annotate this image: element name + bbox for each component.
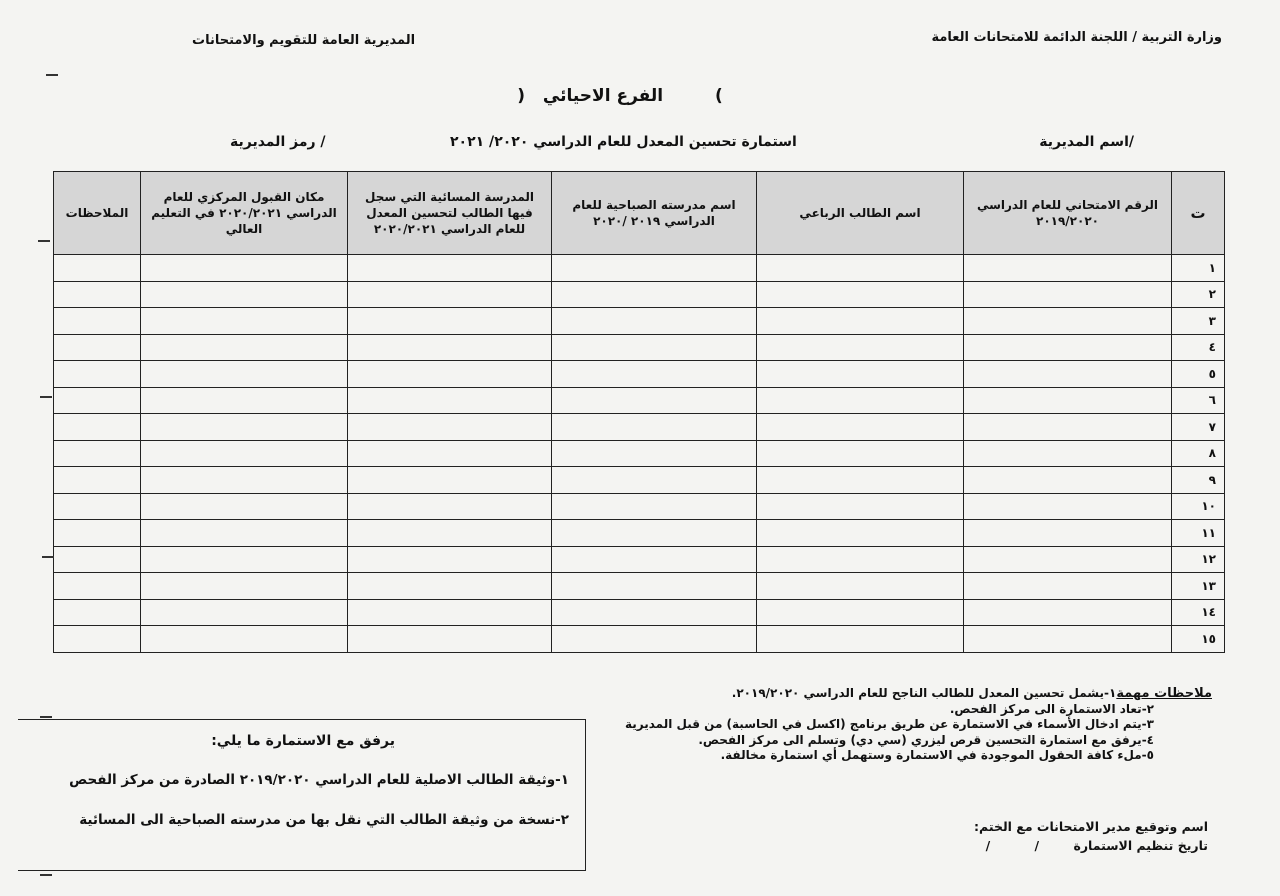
attachments-box: [18, 719, 586, 871]
row-number: ١٢: [1172, 546, 1225, 573]
evening-school-cell[interactable]: [348, 334, 552, 361]
row-number: ١٤: [1172, 599, 1225, 626]
evening-school-cell[interactable]: [348, 255, 552, 282]
exam-number-cell[interactable]: [964, 361, 1172, 388]
table-row: [54, 308, 1225, 335]
remarks-cell[interactable]: [54, 573, 141, 600]
admission-place-cell[interactable]: [141, 414, 348, 441]
form-title: استمارة تحسين المعدل للعام الدراسي ٢٠٢٠/ ٢٠٢١: [450, 134, 797, 150]
morning-school-cell[interactable]: [552, 467, 757, 494]
student-name-cell[interactable]: [757, 626, 964, 653]
morning-school-cell[interactable]: [552, 255, 757, 282]
admission-place-cell[interactable]: [141, 361, 348, 388]
exam-number-cell[interactable]: [964, 520, 1172, 547]
table-row: [54, 255, 1225, 282]
student-name-cell[interactable]: [757, 599, 964, 626]
note-item: ٤-يرفق مع استمارة التحسين قرص ليزري (سي دي) وتسلم الى مركز الفحص.: [698, 732, 1154, 747]
evening-school-cell[interactable]: [348, 308, 552, 335]
row-number: ٧: [1172, 414, 1225, 441]
morning-school-cell[interactable]: [552, 599, 757, 626]
student-name-cell[interactable]: [757, 493, 964, 520]
evening-school-cell[interactable]: [348, 361, 552, 388]
row-number: ١٠: [1172, 493, 1225, 520]
table-row: [54, 361, 1225, 388]
exam-director-signature-label: اسم وتوقيع مدير الامتحانات مع الختم:: [974, 819, 1208, 834]
exam-number-cell[interactable]: [964, 493, 1172, 520]
exam-number-cell[interactable]: [964, 546, 1172, 573]
note-item: ٥-ملء كافة الحقول الموجودة في الاستمارة وستهمل أي استمارة مخالفة.: [720, 748, 1154, 762]
admission-place-cell[interactable]: [141, 573, 348, 600]
header-exam-number: الرقم الامتحاني للعام الدراسي ٢٠١٩/٢٠٢٠: [964, 172, 1172, 255]
evening-school-cell[interactable]: [348, 387, 552, 414]
remarks-cell[interactable]: [54, 440, 141, 467]
scan-mark: [38, 240, 50, 242]
student-name-cell[interactable]: [757, 546, 964, 573]
morning-school-cell[interactable]: [552, 546, 757, 573]
morning-school-cell[interactable]: [552, 573, 757, 600]
morning-school-cell[interactable]: [552, 361, 757, 388]
remarks-cell[interactable]: [54, 387, 141, 414]
exam-number-cell[interactable]: [964, 626, 1172, 653]
table-row: [54, 414, 1225, 441]
remarks-cell[interactable]: [54, 255, 141, 282]
remarks-cell[interactable]: [54, 361, 141, 388]
header-student-name: اسم الطالب الرباعي: [757, 172, 964, 255]
remarks-cell[interactable]: [54, 599, 141, 626]
exam-number-cell[interactable]: [964, 387, 1172, 414]
exam-number-cell[interactable]: [964, 255, 1172, 282]
evening-school-cell[interactable]: [348, 467, 552, 494]
row-number: ١: [1172, 255, 1225, 282]
row-number: ٥: [1172, 361, 1225, 388]
student-name-cell[interactable]: [757, 308, 964, 335]
remarks-cell[interactable]: [54, 520, 141, 547]
branch-label: الفرع الاحيائي: [542, 86, 664, 106]
branch-paren-close: ): [517, 86, 525, 106]
student-name-cell[interactable]: [757, 414, 964, 441]
attachments-title: يرفق مع الاستمارة ما يلي:: [211, 733, 395, 749]
evening-school-cell[interactable]: [348, 281, 552, 308]
exam-number-cell[interactable]: [964, 467, 1172, 494]
evening-school-cell[interactable]: [348, 440, 552, 467]
attachment-item: ١-وثيقة الطالب الاصلية للعام الدراسي ٢٠١٩/٢٠٢٠ الصادرة من مركز الفحص: [69, 772, 569, 788]
morning-school-cell[interactable]: [552, 281, 757, 308]
remarks-cell[interactable]: [54, 493, 141, 520]
student-name-cell[interactable]: [757, 361, 964, 388]
form-date-label: تاريخ تنظيم الاستمارة: [1073, 838, 1208, 853]
admission-place-cell[interactable]: [141, 440, 348, 467]
student-name-cell[interactable]: [757, 334, 964, 361]
exam-number-cell[interactable]: [964, 440, 1172, 467]
remarks-cell[interactable]: [54, 281, 141, 308]
exam-number-cell[interactable]: [964, 414, 1172, 441]
admission-place-cell[interactable]: [141, 520, 348, 547]
row-number: ١١: [1172, 520, 1225, 547]
table-row: [54, 626, 1225, 653]
ministry-header: وزارة التربية / اللجنة الدائمة للامتحانات العامة: [931, 30, 1222, 45]
student-name-cell[interactable]: [757, 387, 964, 414]
remarks-cell[interactable]: [54, 626, 141, 653]
morning-school-cell[interactable]: [552, 308, 757, 335]
table-row: [54, 573, 1225, 600]
remarks-cell[interactable]: [54, 467, 141, 494]
row-number: ٨: [1172, 440, 1225, 467]
table-row: [54, 334, 1225, 361]
table-row: [54, 281, 1225, 308]
row-number: ٣: [1172, 308, 1225, 335]
admission-place-cell[interactable]: [141, 255, 348, 282]
directorate-name-label: اسم المديرية/: [1039, 134, 1134, 150]
morning-school-cell[interactable]: [552, 493, 757, 520]
notes-lead: ملاحظات مهمة: [1116, 686, 1212, 701]
row-number: ٩: [1172, 467, 1225, 494]
evening-school-cell[interactable]: [348, 520, 552, 547]
admission-place-cell[interactable]: [141, 493, 348, 520]
header-evening-school: المدرسة المسائية التي سجل فيها الطالب لتحسين المعدل للعام الدراسي ٢٠٢٠/٢٠٢١: [348, 172, 552, 255]
signature-block: [974, 817, 1208, 855]
student-name-cell[interactable]: [757, 467, 964, 494]
student-name-cell[interactable]: [757, 573, 964, 600]
header-remarks: الملاحظات: [54, 172, 141, 255]
exam-number-cell[interactable]: [964, 573, 1172, 600]
note-item: ٢-تعاد الاستمارة الى مركز الفحص.: [949, 701, 1154, 716]
admission-place-cell[interactable]: [141, 546, 348, 573]
row-number: ١٣: [1172, 573, 1225, 600]
student-name-cell[interactable]: [757, 281, 964, 308]
table-row: [54, 493, 1225, 520]
directorate-code-label: رمز المديرية /: [230, 134, 326, 150]
admission-place-cell[interactable]: [141, 308, 348, 335]
morning-school-cell[interactable]: [552, 334, 757, 361]
exam-number-cell[interactable]: [964, 334, 1172, 361]
date-slash: /: [985, 838, 991, 853]
students-table: [53, 171, 1225, 653]
evening-school-cell[interactable]: [348, 414, 552, 441]
row-number: ٦: [1172, 387, 1225, 414]
date-slash: /: [1034, 838, 1040, 853]
branch-title: [0, 86, 1240, 106]
admission-place-cell[interactable]: [141, 599, 348, 626]
remarks-cell[interactable]: [54, 414, 141, 441]
directorate-header: المديرية العامة للتقويم والامتحانات: [192, 33, 416, 48]
row-number: ١٥: [1172, 626, 1225, 653]
important-notes: [572, 686, 1212, 764]
table-row: [54, 387, 1225, 414]
header-admission-place: مكان القبول المركزي للعام الدراسي ٢٠٢٠/٢٠٢١ في التعليم العالي: [141, 172, 348, 255]
note-item: ١-يشمل تحسين المعدل للطالب الناجح للعام الدراسي ٢٠١٩/٢٠٢٠.: [731, 686, 1117, 700]
scan-mark: [46, 74, 58, 76]
admission-place-cell[interactable]: [141, 281, 348, 308]
scan-mark: [40, 716, 52, 718]
evening-school-cell[interactable]: [348, 599, 552, 626]
admission-place-cell[interactable]: [141, 334, 348, 361]
remarks-cell[interactable]: [54, 546, 141, 573]
exam-number-cell[interactable]: [964, 281, 1172, 308]
admission-place-cell[interactable]: [141, 387, 348, 414]
header-index: ت: [1172, 172, 1225, 255]
table-row: [54, 467, 1225, 494]
table-row: [54, 599, 1225, 626]
exam-number-cell[interactable]: [964, 308, 1172, 335]
exam-number-cell[interactable]: [964, 599, 1172, 626]
admission-place-cell[interactable]: [141, 467, 348, 494]
morning-school-cell[interactable]: [552, 626, 757, 653]
header-morning-school: اسم مدرسته الصباحية للعام الدراسي ٢٠١٩ /٢٠٢٠: [552, 172, 757, 255]
note-item: ٣-يتم ادخال الأسماء في الاستمارة عن طريق برنامج (اكسل في الحاسبة) من قبل المديرية: [624, 717, 1154, 731]
remarks-cell[interactable]: [54, 334, 141, 361]
morning-school-cell[interactable]: [552, 520, 757, 547]
row-number: ٢: [1172, 281, 1225, 308]
branch-paren-open: (: [715, 86, 723, 106]
admission-place-cell[interactable]: [141, 626, 348, 653]
morning-school-cell[interactable]: [552, 440, 757, 467]
table-row: [54, 440, 1225, 467]
table-row: [54, 520, 1225, 547]
attachment-item: ٢-نسخة من وثيقة الطالب التي نقل بها من مدرسته الصباحية الى المسائية: [79, 812, 569, 828]
morning-school-cell[interactable]: [552, 387, 757, 414]
scan-mark: [40, 874, 52, 876]
evening-school-cell[interactable]: [348, 546, 552, 573]
student-name-cell[interactable]: [757, 255, 964, 282]
evening-school-cell[interactable]: [348, 573, 552, 600]
evening-school-cell[interactable]: [348, 493, 552, 520]
scan-mark: [40, 396, 52, 398]
remarks-cell[interactable]: [54, 308, 141, 335]
student-name-cell[interactable]: [757, 520, 964, 547]
table-header-row: [54, 172, 1225, 255]
scan-mark: [42, 556, 54, 558]
row-number: ٤: [1172, 334, 1225, 361]
student-name-cell[interactable]: [757, 440, 964, 467]
table-row: [54, 546, 1225, 573]
evening-school-cell[interactable]: [348, 626, 552, 653]
morning-school-cell[interactable]: [552, 414, 757, 441]
